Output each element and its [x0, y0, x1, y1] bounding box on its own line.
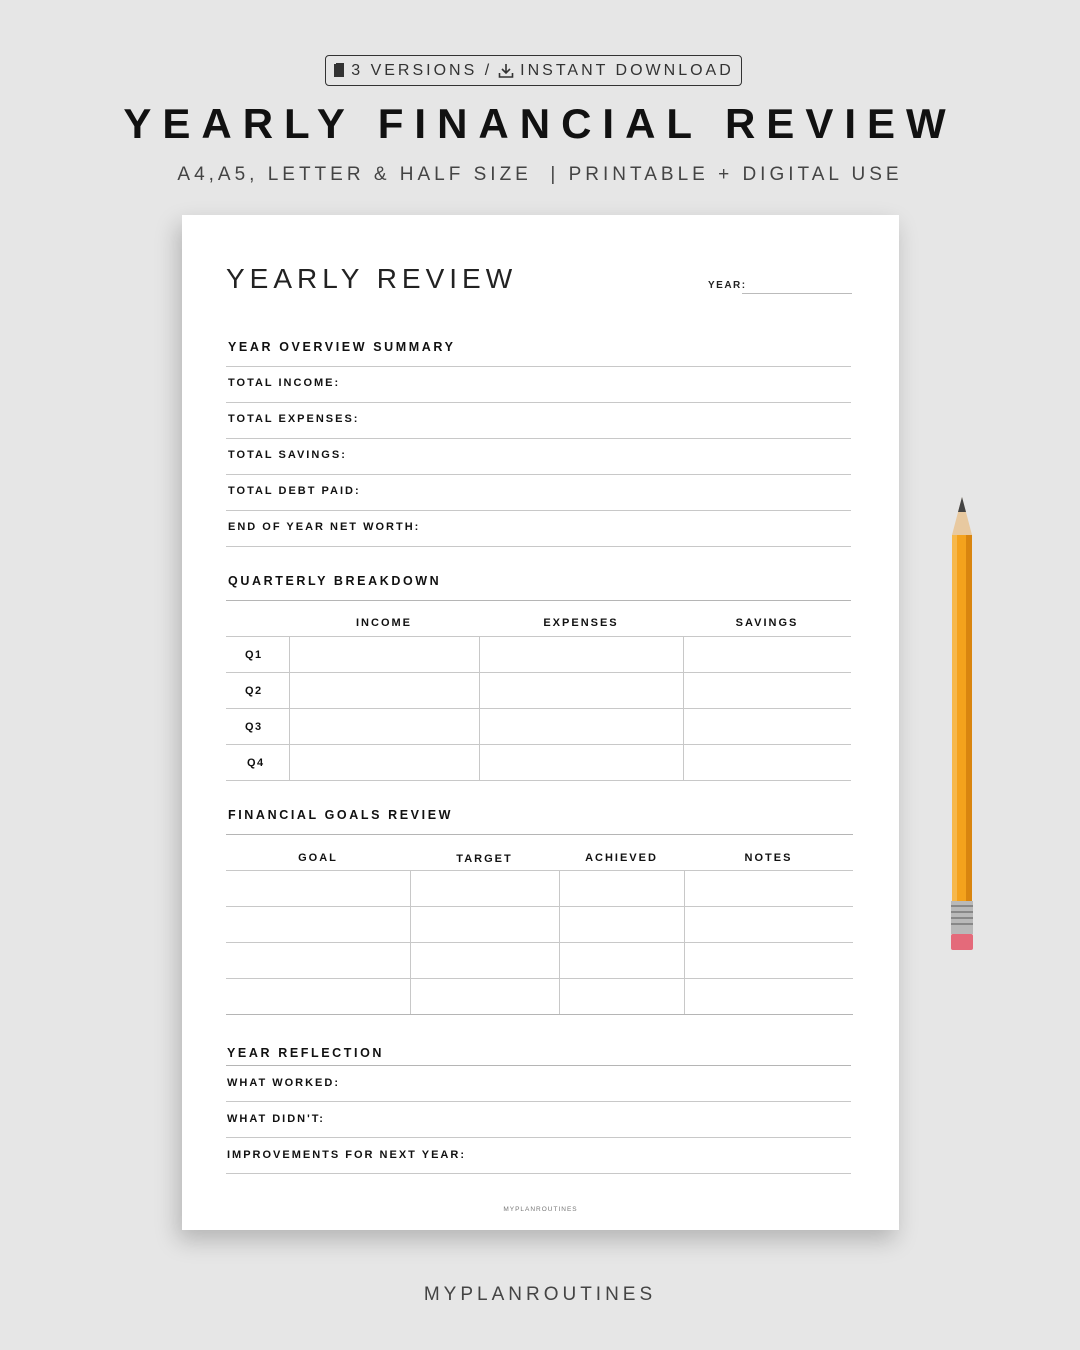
divider: [226, 1101, 851, 1102]
subtitle: A4,A5, LETTER & HALF SIZE | PRINTABLE + DIGITAL USE: [177, 164, 903, 185]
table-line: [226, 906, 853, 907]
field-total-expenses: TOTAL EXPENSES:: [228, 413, 360, 425]
overview-title: YEAR OVERVIEW SUMMARY: [228, 340, 456, 354]
col-expenses: EXPENSES: [543, 617, 619, 629]
table-line: [226, 636, 851, 637]
table-column-line: [684, 870, 685, 1014]
quarterly-title: QUARTERLY BREAKDOWN: [228, 574, 442, 588]
field-improvements: IMPROVEMENTS FOR NEXT YEAR:: [227, 1149, 466, 1161]
row-q2: Q2: [245, 685, 263, 697]
table-column-line: [479, 636, 480, 780]
main-title: YEARLY FINANCIAL REVIEW: [123, 100, 957, 147]
table-line: [226, 1014, 853, 1015]
versions-badge: [325, 55, 742, 86]
pencil-illustration: [946, 497, 978, 957]
sheet-footer-brand: MYPLANROUTINES: [503, 1206, 578, 1213]
sheet-title: YEARLY REVIEW: [226, 263, 518, 294]
table-line: [226, 744, 851, 745]
download-icon: [498, 63, 514, 79]
table-column-line: [559, 870, 560, 1014]
table-column-line: [410, 870, 411, 1014]
table-line: [226, 672, 851, 673]
table-line: [226, 708, 851, 709]
badge-download-text: INSTANT DOWNLOAD: [520, 61, 734, 79]
col-goal: GOAL: [298, 852, 338, 864]
divider: [226, 600, 851, 601]
table-line: [226, 870, 853, 871]
divider: [226, 546, 851, 547]
col-savings: SAVINGS: [735, 617, 799, 629]
field-what-didnt: WHAT DIDN'T:: [227, 1113, 325, 1125]
field-net-worth: END OF YEAR NET WORTH:: [228, 521, 421, 533]
col-target: TARGET: [456, 853, 513, 865]
divider: [226, 1173, 851, 1174]
field-total-savings: TOTAL SAVINGS:: [228, 449, 347, 461]
badge-versions-text: 3 VERSIONS /: [351, 61, 493, 79]
field-total-debt-paid: TOTAL DEBT PAID:: [228, 485, 361, 497]
row-q1: Q1: [245, 649, 263, 661]
field-what-worked: WHAT WORKED:: [227, 1077, 340, 1089]
divider: [226, 438, 851, 439]
goals-title: FINANCIAL GOALS REVIEW: [228, 808, 454, 822]
row-q4: Q4: [247, 757, 265, 769]
document-icon: [333, 63, 345, 78]
table-column-line: [289, 636, 290, 780]
year-line: [742, 293, 852, 294]
divider: [226, 1065, 851, 1066]
table-column-line: [683, 636, 684, 780]
field-total-income: TOTAL INCOME:: [228, 377, 341, 389]
divider: [226, 1137, 851, 1138]
col-achieved: ACHIEVED: [585, 852, 658, 864]
table-line: [226, 780, 851, 781]
divider: [226, 402, 851, 403]
planner-sheet: [182, 215, 899, 1230]
col-income: INCOME: [356, 617, 412, 629]
divider: [226, 366, 851, 367]
table-line: [226, 942, 853, 943]
year-label: YEAR:: [708, 280, 747, 291]
table-line: [226, 978, 853, 979]
divider: [226, 834, 853, 835]
row-q3: Q3: [245, 721, 263, 733]
divider: [226, 474, 851, 475]
reflection-title: YEAR REFLECTION: [227, 1046, 385, 1060]
brand-name: MYPLANROUTINES: [423, 1284, 657, 1305]
col-notes: NOTES: [744, 852, 793, 864]
divider: [226, 510, 851, 511]
